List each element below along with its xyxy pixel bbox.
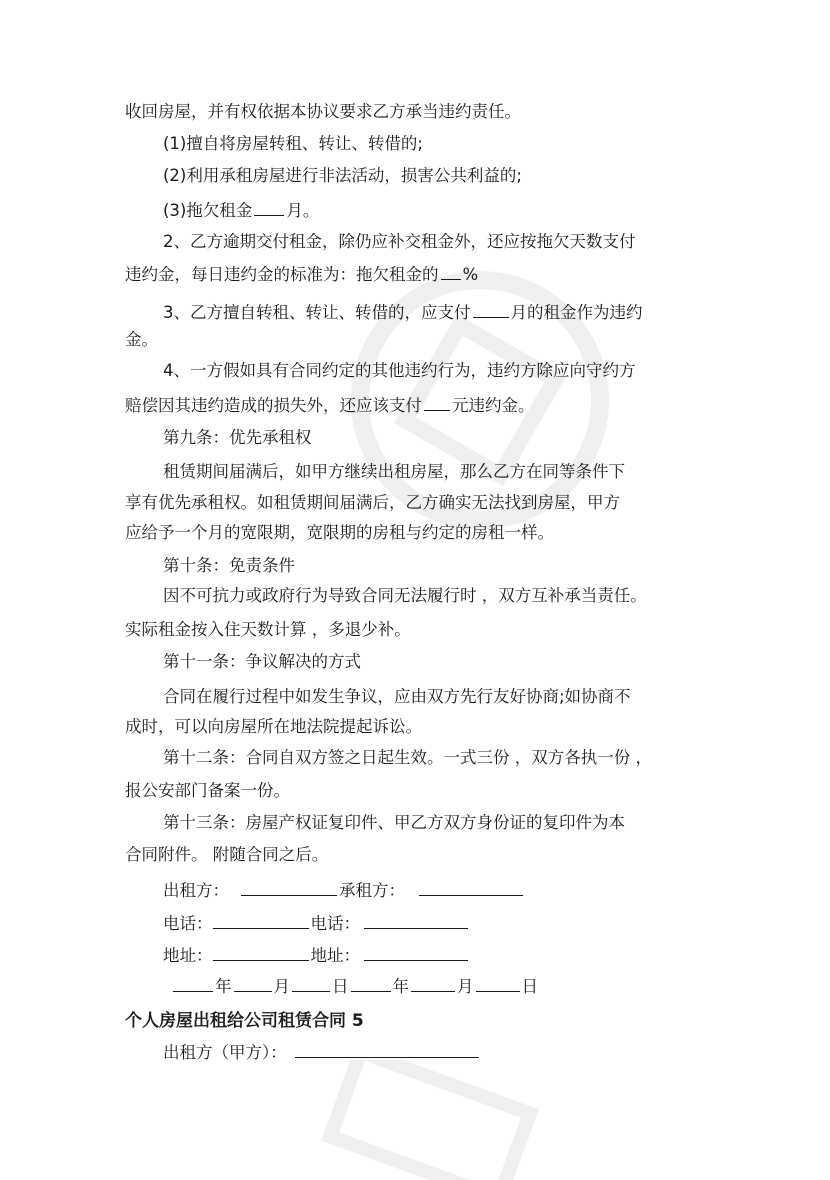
text-line: (2)利用承租房屋进行非法活动，损害公共利益的; xyxy=(163,166,522,185)
text-line: 成时，可以向房屋所在地法院提起诉讼。 xyxy=(125,717,422,736)
signature-row-address xyxy=(163,944,470,967)
text-segment: % xyxy=(462,265,479,284)
phone-label-lessor: 电话： xyxy=(163,914,213,933)
text-segment: 月。 xyxy=(286,201,320,220)
phone-blank-lessee xyxy=(364,912,468,929)
lessee-blank xyxy=(419,879,523,896)
text-line: 收回房屋，并有权依据本协议要求乙方承当违约责任。 xyxy=(125,102,521,121)
blank-field xyxy=(473,301,509,318)
text-line: 报公安部门备案一份。 xyxy=(125,781,290,800)
signature-row-parties xyxy=(163,879,525,902)
party-a-row xyxy=(163,1041,481,1064)
text-line: 应给予一个月的宽限期，宽限期的房租与约定的房租一样。 xyxy=(125,523,554,542)
text-line xyxy=(125,394,535,417)
year-blank-lessee xyxy=(351,975,391,992)
day-label: 日 xyxy=(332,977,349,996)
party-a-blank xyxy=(295,1041,479,1058)
section-title: 个人房屋出租给公司租赁合同 5 xyxy=(125,1011,364,1031)
text-line: 第十三条：房屋产权证复印件、甲乙方双方身份证的复印件为本 xyxy=(163,813,625,832)
section-heading: 第十一条：争议解决的方式 xyxy=(163,652,361,671)
text-segment: 月的租金作为违约 xyxy=(510,303,643,322)
text-segment: 违约金，每日违约金的标准为：拖欠租金的 xyxy=(125,265,439,284)
signature-row-dates xyxy=(171,975,538,998)
phone-label-lessee: 电话： xyxy=(310,914,360,933)
text-segment: 元违约金。 xyxy=(452,396,535,415)
text-line: 因不可抗力或政府行为导致合同无法履行时 ，双方互补承当责任。 xyxy=(163,586,647,605)
phone-blank-lessor xyxy=(213,912,309,929)
day-label: 日 xyxy=(521,977,538,996)
day-blank-lessee xyxy=(476,975,520,992)
blank-field xyxy=(441,263,461,280)
watermark-bottom-icon xyxy=(300,1060,560,1180)
blank-field xyxy=(424,394,450,411)
lessee-label: 承租方： xyxy=(339,881,405,900)
section-heading: 第九条：优先承租权 xyxy=(163,428,312,447)
text-line: (1)擅自将房屋转租、转让、转借的; xyxy=(163,134,423,153)
text-line: 合同在履行过程中如发生争议，应由双方先行友好协商;如协商不 xyxy=(163,687,631,706)
month-label: 月 xyxy=(273,977,290,996)
party-a-label: 出租方（甲方）： xyxy=(163,1043,287,1062)
text-line: 第十二条：合同自双方签之日起生效。一式三份 ，双方各执一份 ， xyxy=(163,748,652,767)
signature-row-phone xyxy=(163,912,470,935)
address-label-lessee: 地址： xyxy=(310,946,360,965)
lessor-blank xyxy=(241,879,337,896)
month-label: 月 xyxy=(457,977,474,996)
section-heading: 第十条：免责条件 xyxy=(163,556,295,575)
month-blank-lessor xyxy=(234,975,272,992)
text-line: 合同附件。 附随合同之后。 xyxy=(125,845,329,864)
address-label-lessor: 地址： xyxy=(163,946,213,965)
blank-field xyxy=(254,199,284,216)
text-segment: (3)拖欠租金 xyxy=(163,201,253,220)
lessor-label: 出租方： xyxy=(163,881,229,900)
text-line xyxy=(163,301,643,324)
address-blank-lessee xyxy=(364,944,468,961)
text-line: 实际租金按入住天数计算 ，多退少补。 xyxy=(125,620,411,639)
year-blank-lessor xyxy=(173,975,213,992)
text-line: 租赁期间届满后，如甲方继续出租房屋，那么乙方在同等条件下 xyxy=(163,462,625,481)
text-line: 金。 xyxy=(125,330,158,349)
text-segment: 3、乙方擅自转租、转让、转借的，应支付 xyxy=(163,303,471,322)
text-line: 2、乙方逾期交付租金，除仍应补交租金外，还应按拖欠天数支付 xyxy=(163,232,636,251)
year-label: 年 xyxy=(215,977,232,996)
address-blank-lessor xyxy=(213,944,309,961)
text-segment: 赔偿因其违约造成的损失外，还应该支付 xyxy=(125,396,422,415)
text-line xyxy=(125,263,478,286)
text-line: 享有优先承租权。如租赁期间届满后，乙方确实无法找到房屋，甲方 xyxy=(125,493,620,512)
text-line xyxy=(163,199,319,222)
year-label: 年 xyxy=(392,977,409,996)
day-blank-lessor xyxy=(292,975,330,992)
month-blank-lessee xyxy=(411,975,455,992)
text-line: 4、一方假如具有合同约定的其他违约行为，违约方除应向守约方 xyxy=(163,361,636,380)
